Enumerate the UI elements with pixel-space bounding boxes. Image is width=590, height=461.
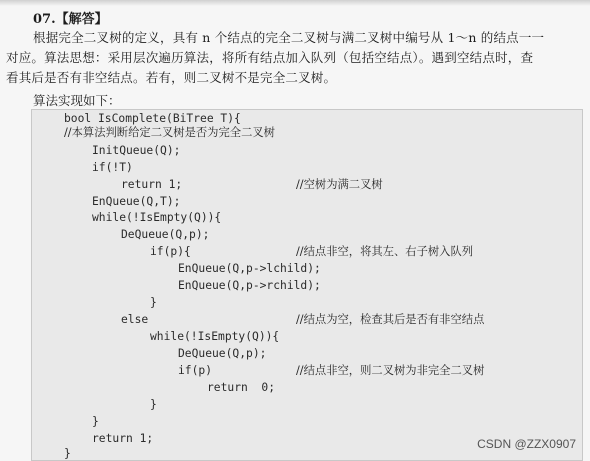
implementation-label: 算法实现如下： xyxy=(33,93,121,108)
answer-heading: 07.【解答】 xyxy=(33,12,108,27)
code-line: EnQueue(Q,T); xyxy=(92,195,181,208)
code-line: } xyxy=(150,296,157,309)
code-line: } xyxy=(92,415,99,428)
code-line: InitQueue(Q); xyxy=(92,144,181,157)
code-line: } xyxy=(150,398,157,411)
code-line: if(!T) xyxy=(92,161,133,174)
code-line: DeQueue(Q,p); xyxy=(178,347,267,360)
code-line: return 1; xyxy=(92,432,154,445)
code-line: DeQueue(Q,p); xyxy=(121,228,210,241)
code-line: EnQueue(Q,p->lchild); xyxy=(178,262,321,275)
paragraph-line: 看其后是否有非空结点。若有，则二叉树不是完全二叉树。 xyxy=(6,70,337,85)
code-line: EnQueue(Q,p->rchild); xyxy=(178,279,321,292)
code-inline-comment: //结点非空，将其左、右子树入队列 xyxy=(296,245,474,258)
code-line: if(p) xyxy=(178,364,213,377)
paragraph-line: 根据完全二叉树的定义，具有 n 个结点的完全二叉树与满二叉树中编号从 1～n 的结点一一 xyxy=(33,30,545,45)
code-line: bool IsComplete(BiTree T){ xyxy=(64,112,241,125)
code-block xyxy=(31,109,583,461)
code-line: return 1; xyxy=(121,178,183,191)
csdn-watermark: CSDN @ZZX0907 xyxy=(477,437,576,451)
code-line: while(!IsEmpty(Q)){ xyxy=(92,211,222,224)
code-comment-line: //本算法判断给定二叉树是否为完全二叉树 xyxy=(64,126,275,139)
code-line: } xyxy=(64,447,71,460)
top-edge-strip xyxy=(0,0,590,6)
code-inline-comment: //结点非空，则二叉树为非完全二叉树 xyxy=(296,364,485,377)
code-line: else xyxy=(121,313,149,326)
explanation-paragraph xyxy=(6,28,584,88)
code-line: if(p){ xyxy=(150,245,191,258)
code-line: while(!IsEmpty(Q)){ xyxy=(150,330,280,343)
code-line: return 0; xyxy=(207,381,276,394)
code-inline-comment: //空树为满二叉树 xyxy=(296,178,383,191)
code-inline-comment: //结点为空，检查其后是否有非空结点 xyxy=(296,313,485,326)
paragraph-line: 对应。算法思想：采用层次遍历算法，将所有结点加入队列（包括空结点）。遇到空结点时，查 xyxy=(6,50,534,65)
